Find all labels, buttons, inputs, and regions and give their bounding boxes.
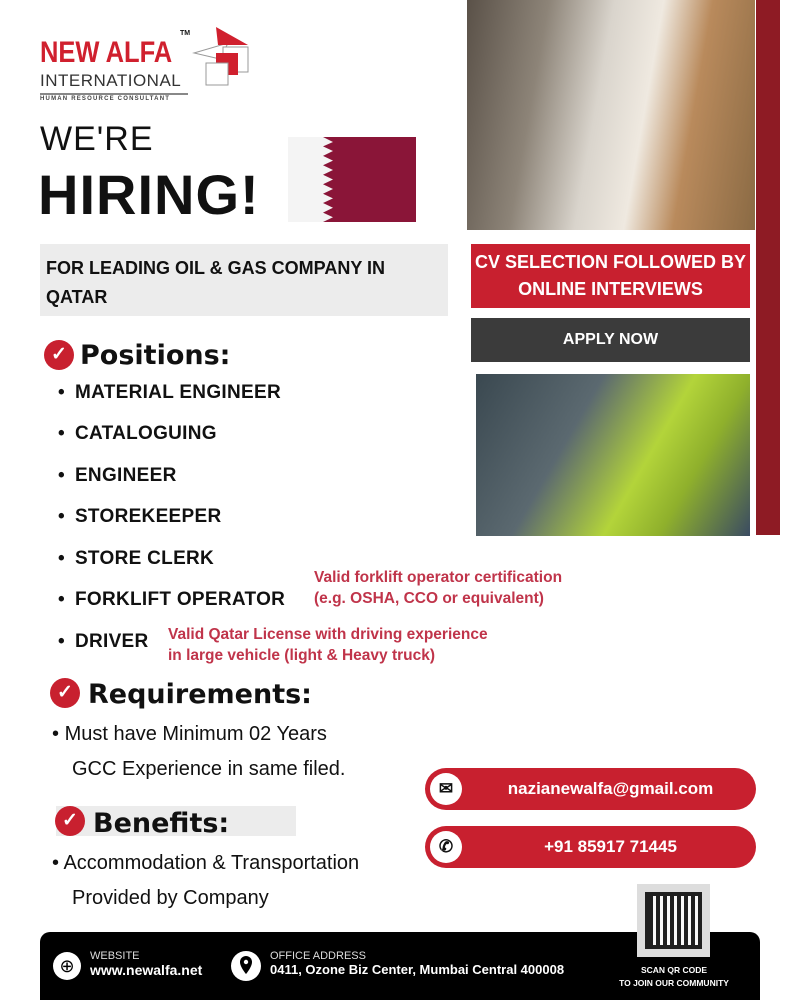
logo-subtitle: INTERNATIONAL	[40, 71, 188, 95]
selection-banner: CV SELECTION FOLLOWED BY ONLINE INTERVIEWS	[471, 244, 750, 308]
website-link[interactable]: www.newalfa.net	[90, 962, 203, 978]
position-item: • STORE CLERK	[58, 548, 214, 570]
forklift-note-line: Valid forklift operator certification	[314, 569, 563, 586]
qr-caption	[612, 964, 736, 990]
apply-now-button[interactable]: APPLY NOW	[471, 318, 750, 362]
location-pin-icon	[231, 950, 261, 982]
requirement-line: • Must have Minimum 02 Years	[52, 723, 327, 745]
address-label: OFFICE ADDRESS	[270, 950, 366, 962]
position-item: • MATERIAL ENGINEER	[58, 382, 281, 404]
logo-wordmark: NEW ALFA	[40, 36, 173, 69]
forklift-note	[314, 567, 562, 609]
qr-code[interactable]	[637, 884, 710, 957]
email-text: nazianewalfa@gmail.com	[507, 779, 714, 798]
check-icon: ✓	[44, 340, 74, 370]
requirements-heading: Requirements:	[88, 679, 312, 710]
website-label: WEBSITE	[90, 950, 140, 962]
benefit-line: • Accommodation & Transportation	[52, 852, 360, 874]
requirement-item	[52, 717, 345, 787]
address-block	[270, 950, 564, 977]
driver-note-line: in large vehicle (light & Heavy truck)	[168, 647, 436, 664]
email-contact[interactable]	[425, 768, 756, 810]
globe-icon: ⊕	[53, 952, 81, 980]
benefit-line: Provided by Company	[72, 887, 269, 909]
position-item: • DRIVER	[58, 631, 149, 653]
headline-were: WE'RE	[40, 120, 154, 158]
position-item: • FORKLIFT OPERATOR	[58, 589, 285, 611]
position-item: • ENGINEER	[58, 465, 177, 487]
headline-hiring: HIRING!	[38, 163, 260, 226]
qr-caption-line: TO JOIN OUR COMMUNITY	[619, 978, 729, 988]
check-icon: ✓	[55, 806, 85, 836]
driver-note	[168, 624, 488, 666]
driver-note-line: Valid Qatar License with driving experience	[168, 626, 488, 643]
logo-plane-icon	[192, 25, 250, 95]
address-text: 0411, Ozone Biz Center, Mumbai Central 400008	[270, 962, 565, 977]
benefits-heading: Benefits:	[93, 808, 230, 839]
qatar-flag-icon	[288, 137, 416, 222]
benefit-text: Accommodation & Transportation	[63, 852, 360, 874]
logo-trademark: TM	[180, 30, 191, 37]
position-item: • CATALOGUING	[58, 423, 217, 445]
company-banner: FOR LEADING OIL & GAS COMPANY IN QATAR	[40, 244, 448, 316]
positions-heading: Positions:	[80, 340, 231, 371]
phone-icon: ✆	[430, 831, 462, 863]
check-icon: ✓	[50, 678, 80, 708]
warehouse-worker-photo	[467, 0, 755, 230]
logo-tagline: HUMAN RESOURCE CONSULTANT	[40, 96, 171, 102]
forklift-note-line: (e.g. OSHA, CCO or equivalent)	[314, 590, 544, 607]
position-item: • STOREKEEPER	[58, 506, 222, 528]
envelope-icon: ✉	[430, 773, 462, 805]
forklift-driver-photo	[476, 374, 750, 536]
requirement-line: GCC Experience in same filed.	[72, 758, 346, 780]
benefit-item	[52, 846, 359, 916]
website-block	[90, 950, 202, 978]
phone-contact[interactable]	[425, 826, 756, 868]
qr-caption-line: SCAN QR CODE	[640, 965, 708, 975]
requirement-text: Must have Minimum 02 Years	[64, 723, 327, 745]
phone-text: +91 85917 71445	[544, 837, 677, 856]
decorative-stripe	[756, 0, 780, 535]
